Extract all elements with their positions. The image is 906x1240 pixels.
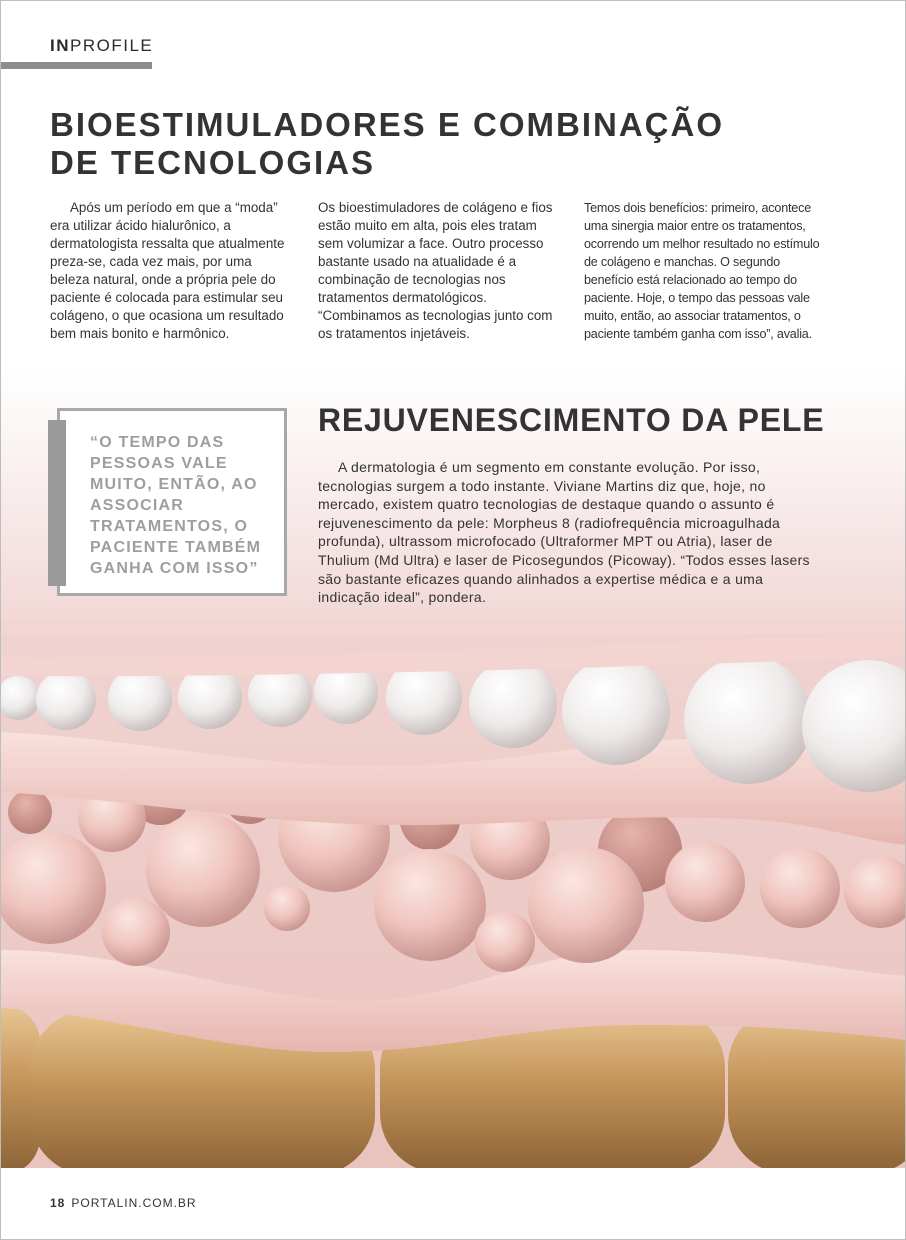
body-column-1-text: Após um período em que a “moda” era utilizar ácido hialurônico, a dermatologista ressalta que atualmente preza-se, cada vez mais, por uma beleza natural, onde a própria pele do paciente é colocada para estimular seu colágeno, o que ocasiona um resultado bem mais bonito e harmônico. — [50, 200, 285, 341]
white-sphere — [469, 660, 557, 748]
white-sphere — [562, 657, 670, 765]
pink-sphere — [264, 885, 310, 931]
pull-quote-accent-bar — [48, 420, 66, 586]
body-column-3: Temos dois benefícios: primeiro, acontece uma sinergia maior entre os tratamentos, ocorrendo um melhor resultado no estímulo de colágeno e manchas. O segundo benefício está relacionado ao tempo do paciente. Hoje, o tempo das pessoas vale muito, então, ao associar tratamentos, o paciente também ganha com isso”, avalia. — [584, 201, 820, 341]
top-skin-edge — [0, 620, 906, 634]
footer — [50, 1196, 197, 1210]
body-column-2: Os bioestimuladores de colágeno e fios estão muito em alta, pois eles tratam sem volumizar a face. Outro processo bastante usado na atualidade é a combinação de tecnologias nos tratamentos dermatológicos. “Combinamos as tecnologias junto com os tratamentos injetáveis. — [318, 200, 553, 341]
page-number: 18 — [50, 1196, 66, 1210]
pink-sphere — [8, 790, 52, 834]
white-sphere — [36, 670, 96, 730]
white-sphere — [684, 656, 812, 784]
section-body — [318, 458, 818, 607]
section-tag-rest: PROFILE — [70, 36, 154, 55]
section-subheading: REJUVENESCIMENTO DA PELE — [318, 402, 825, 438]
section-body-text: A dermatologia é um segmento em constante evolução. Por isso, tecnologias surgem a todo instante. Viviane Martins diz que, hoje, no mercado, existem quatro tecnologias de destaque quando o assunto é rejuvenescimento da pele: Morpheus 8 (radiofrequência microagulhada profunda), ultrassom microfocado (Ultraformer MPT ou Atria), laser de Thulium (Md Ultra) e laser de Picosegundos (Picoway). “Todos esses lasers são bastante eficazes quando alinhados a expertise médica e a uma indicação ideal”, pondera. — [318, 459, 810, 606]
footer-site: PORTALIN.COM.BR — [71, 1196, 197, 1210]
pink-sphere — [665, 842, 745, 922]
title-line-2: DE TECNOLOGIAS — [50, 144, 376, 181]
body-column-1 — [50, 199, 294, 343]
title-line-1: BIOESTIMULADORES E COMBINAÇÃO — [50, 106, 725, 143]
header-bar — [0, 62, 152, 69]
white-sphere — [108, 667, 172, 731]
pink-sphere — [475, 912, 535, 972]
pink-sphere — [528, 847, 644, 963]
pink-sphere — [146, 813, 260, 927]
pink-sphere — [760, 848, 840, 928]
section-tag-bold: IN — [50, 36, 70, 55]
pull-quote-text: “O TEMPO DAS PESSOAS VALE MUITO, ENTÃO, AO ASSOCIAR TRATAMENTOS, O PACIENTE TAMBÉM GANHA COM ISSO” — [90, 434, 262, 577]
pink-sphere — [374, 849, 486, 961]
article-title — [50, 106, 750, 182]
pink-sphere — [102, 898, 170, 966]
section-tag — [50, 36, 153, 56]
skin-layers-illustration — [0, 620, 906, 1168]
